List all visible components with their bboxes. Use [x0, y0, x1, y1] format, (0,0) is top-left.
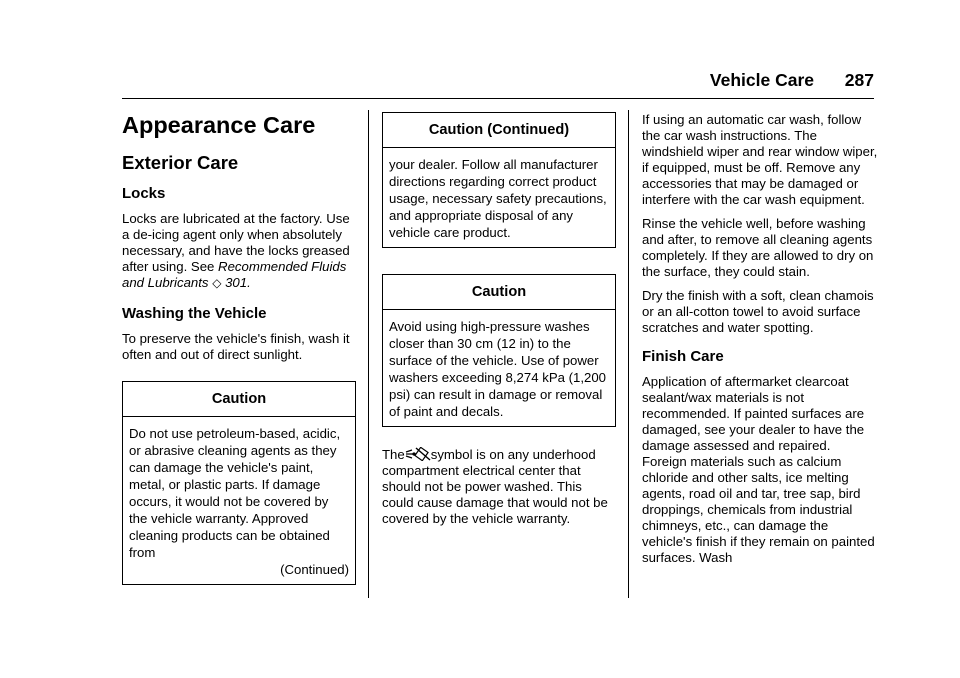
page-number: 287 — [844, 70, 874, 90]
column-3 — [642, 112, 878, 566]
caution-box — [122, 381, 356, 585]
washing-paragraph: To preserve the vehicle's finish, wash it often and out of direct sunlight. — [122, 331, 350, 362]
page-header — [122, 64, 874, 99]
caution-continued-body: your dealer. Follow all manufacturer directions regarding correct product usage, necessary safety precautions, and appropriate disposal of any vehicle care product. — [389, 157, 607, 240]
rinse-paragraph: Rinse the vehicle well, before washing and after, to remove all cleaning agents completely. If they are allowed to dry on the surface, they could stain. — [642, 216, 874, 279]
symbol-paragraph — [382, 447, 616, 527]
heading-washing-the-vehicle: Washing the Vehicle — [122, 305, 267, 322]
column-divider — [368, 110, 369, 598]
heading-locks: Locks — [122, 185, 166, 202]
dry-paragraph: Dry the finish with a soft, clean chamois or an all-cotton towel to avoid surface scratches and water spotting. — [642, 288, 874, 335]
symbol-text-after: symbol is on any underhood compartment electrical center that should not be power washed. This could cause damage that would not be covered by the vehicle warranty. — [382, 447, 608, 526]
locks-ref-text: Recommended Fluids and Lubricants — [122, 259, 347, 290]
finish-care-paragraph: Application of aftermarket clearcoat sealant/wax materials is not recommended. If painted surfaces are damaged, see your dealer to have the damage assessed and repaired. Foreign materials such as calcium chloride and other salts, ice melting agents, road oil and tar, tree sap, bird droppings, chemicals from industrial chimneys, etc., can damage the vehicle's finish if they remain on painted surfaces. Wash — [642, 374, 875, 565]
column-divider — [628, 110, 629, 598]
car-wash-paragraph: If using an automatic car wash, follow the car wash instructions. The windshield wiper and rear window wiper, if equipped, must be off. Remove any accessories that may be damaged or interfere with the car wash equipment. — [642, 112, 878, 207]
locks-text: Locks are lubricated at the factory. Use a de-icing agent only when absolutely necessary, and have the locks greased after using. See — [122, 211, 350, 274]
locks-ref-page: 301. — [225, 275, 251, 290]
caution-continued-box — [382, 112, 616, 248]
no-power-wash-icon — [405, 447, 431, 461]
caution-pressure-title: Caution — [383, 275, 615, 310]
heading-appearance-care: Appearance Care — [122, 112, 316, 138]
column-2 — [382, 112, 616, 527]
continued-label: (Continued) — [280, 562, 349, 577]
section-title: Vehicle Care — [709, 70, 814, 90]
heading-finish-care: Finish Care — [642, 348, 724, 365]
caution-pressure-body: Avoid using high-pressure washes closer than 30 cm (12 in) to the surface of the vehicle. Use of power washers exceeding 8,274 kPa (1,200 psi) can result in damage or removal of paint and decals. — [389, 319, 607, 419]
column-1 — [122, 112, 356, 585]
caution-continued-title: Caution (Continued) — [383, 113, 615, 148]
caution-body — [123, 417, 355, 584]
locks-paragraph — [122, 211, 356, 291]
caution-text: Do not use petroleum-based, acidic, or abrasive cleaning agents as they can damage the vehicle's paint, metal, or plastic parts. If damage occurs, it would not be covered by the vehicle warranty. Approved cleaning products can be obtained from — [129, 426, 341, 560]
caution-title: Caution — [123, 382, 355, 417]
caution-box-pressure — [382, 274, 616, 427]
page-reference-icon: ◇ — [212, 276, 222, 290]
heading-exterior-care: Exterior Care — [122, 152, 239, 173]
symbol-text-before: The — [382, 447, 405, 462]
